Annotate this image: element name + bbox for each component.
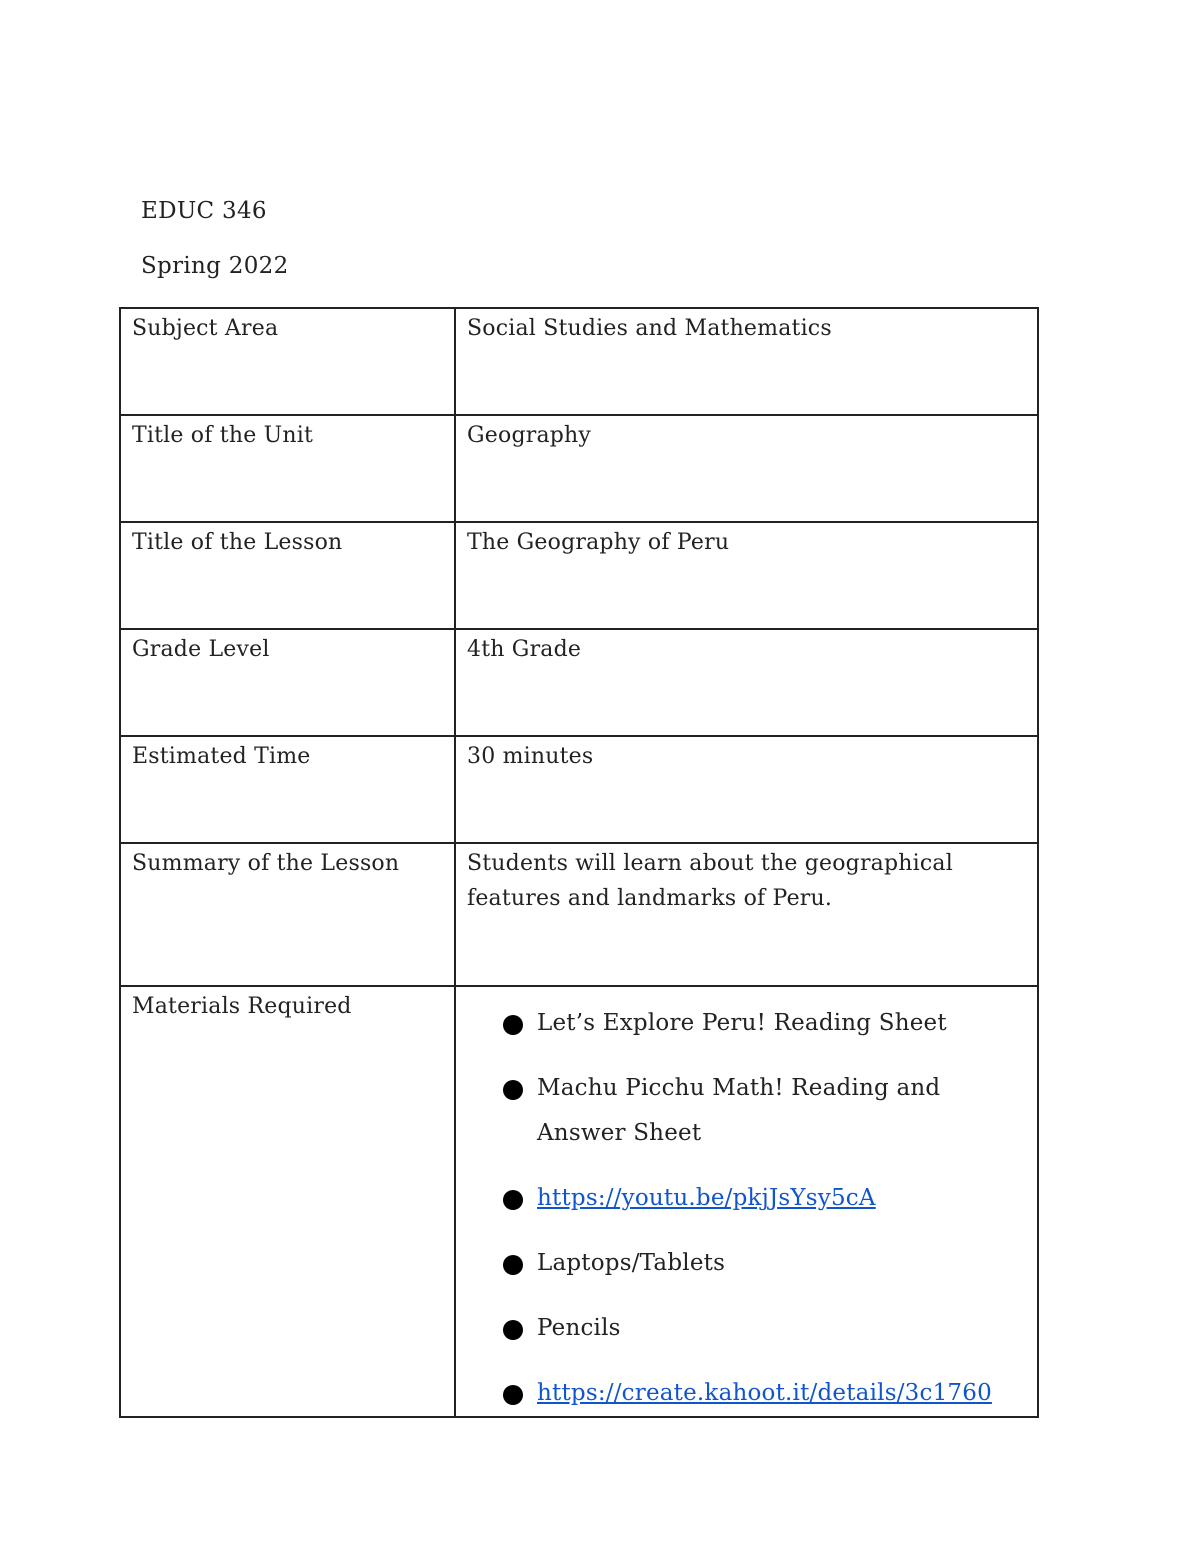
- bullet-icon: [503, 1015, 523, 1035]
- bullet-icon: [503, 1320, 523, 1340]
- summary-label: Summary of the Lesson: [120, 843, 455, 986]
- unit-title-label: Title of the Unit: [120, 415, 455, 522]
- material-reading-sheet: Let’s Explore Peru! Reading Sheet: [537, 1010, 947, 1036]
- table-row: [120, 986, 1038, 1417]
- lesson-title-value: The Geography of Peru: [455, 522, 1038, 629]
- list-item: [537, 1241, 1027, 1286]
- grade-level-value: 4th Grade: [455, 629, 1038, 736]
- material-math-sheet: Machu Picchu Math! Reading and Answer Sheet: [537, 1075, 941, 1146]
- kahoot-link[interactable]: https://create.kahoot.it/details/3c1760: [537, 1380, 992, 1406]
- table-row: [120, 736, 1038, 843]
- unit-title-value: Geography: [455, 415, 1038, 522]
- materials-list: [467, 1001, 1027, 1416]
- grade-level-label: Grade Level: [120, 629, 455, 736]
- summary-value: Students will learn about the geographical features and landmarks of Peru.: [455, 843, 1038, 986]
- estimated-time-label: Estimated Time: [120, 736, 455, 843]
- lesson-plan-table: [119, 307, 1039, 1418]
- table-row: [120, 522, 1038, 629]
- table-row: [120, 843, 1038, 986]
- materials-label: Materials Required: [120, 986, 455, 1417]
- material-pencils: Pencils: [537, 1315, 621, 1341]
- lesson-title-label: Title of the Lesson: [120, 522, 455, 629]
- course-code: EDUC 346: [141, 198, 267, 224]
- estimated-time-value: 30 minutes: [455, 736, 1038, 843]
- list-item: [537, 1001, 1027, 1046]
- bullet-icon: [503, 1080, 523, 1100]
- subject-area-value: Social Studies and Mathematics: [455, 308, 1038, 415]
- list-item: [537, 1371, 1027, 1416]
- table-row: [120, 629, 1038, 736]
- list-item: [537, 1066, 967, 1156]
- youtube-link[interactable]: https://youtu.be/pkjJsYsy5cA: [537, 1185, 876, 1211]
- bullet-icon: [503, 1255, 523, 1275]
- table-row: [120, 415, 1038, 522]
- bullet-icon: [503, 1190, 523, 1210]
- term: Spring 2022: [141, 253, 289, 279]
- materials-cell: [455, 986, 1038, 1417]
- list-item: [537, 1306, 1027, 1351]
- material-devices: Laptops/Tablets: [537, 1250, 726, 1276]
- subject-area-label: Subject Area: [120, 308, 455, 415]
- bullet-icon: [503, 1385, 523, 1405]
- list-item: [537, 1176, 1027, 1221]
- table-row: [120, 308, 1038, 415]
